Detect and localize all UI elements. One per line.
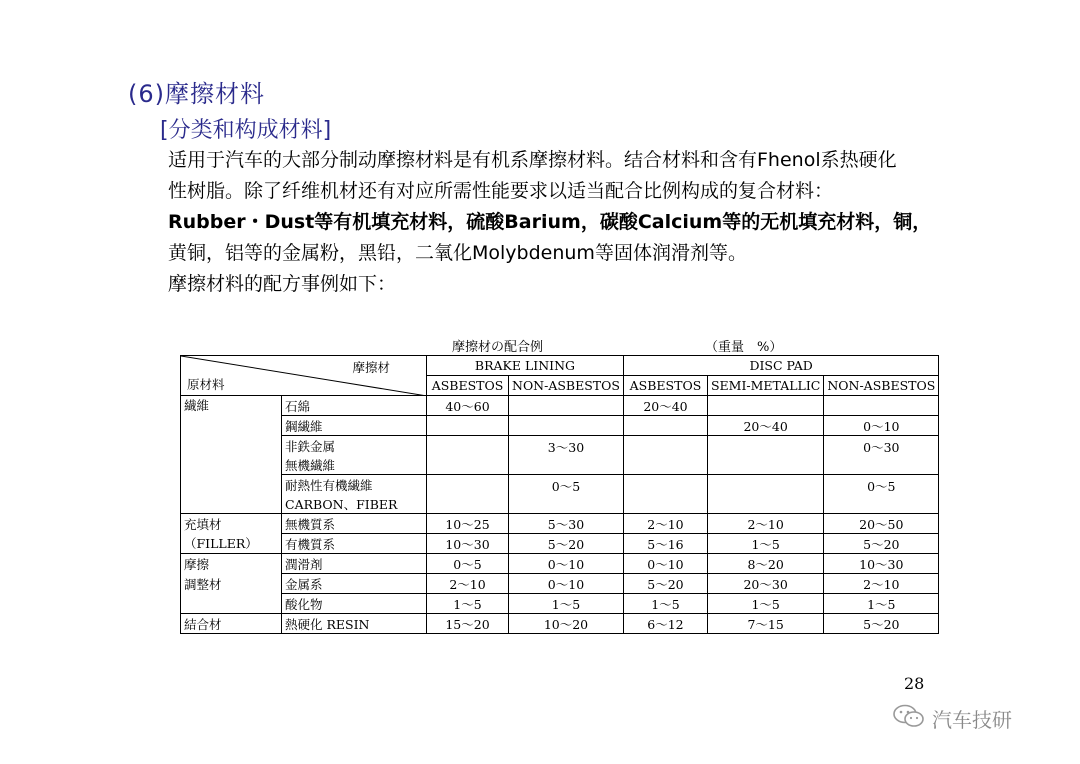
value-cell: 1～5 — [707, 534, 823, 554]
value-cell: 0～10 — [623, 554, 707, 574]
value-cell: 10～30 — [824, 554, 939, 574]
value-cell: 0～10 — [509, 554, 624, 574]
table-row — [181, 594, 939, 614]
value-cell: 0～10 — [824, 416, 939, 436]
value-cell: 1～5 — [427, 594, 509, 614]
value-cell: 2～10 — [707, 514, 823, 534]
table-row — [181, 416, 939, 436]
paragraph-line: 黄铜，铝等的金属粉，黑铅，二氧化Molybdenum等固体润滑剂等。 — [168, 242, 747, 264]
material-cell: 無機繊維 — [282, 455, 427, 475]
header-raw-material: 原材料 — [187, 377, 225, 392]
category-filler: 充填材 — [181, 514, 282, 534]
value-cell: 1～5 — [824, 594, 939, 614]
value-cell: 10～25 — [427, 514, 509, 534]
paragraph-line: 适用于汽车的大部分制动摩擦材料是有机系摩擦材料。结合材料和含有Fhenol系热硬化 — [168, 149, 897, 171]
value-cell: 2～10 — [427, 574, 509, 594]
value-cell: 5～20 — [824, 534, 939, 554]
material-cell: 無機質系 — [282, 514, 427, 534]
value-cell — [427, 416, 509, 436]
group-header-brake-lining: BRAKE LINING — [427, 356, 624, 376]
value-cell: 7～15 — [707, 614, 823, 634]
table-caption: 摩擦材の配合例 — [452, 340, 544, 355]
paragraph-line: Rubber・Dust等有机填充材料，硫酸Barium，碳酸Calcium等的无机填充材料，铜， — [168, 211, 932, 233]
watermark-text: 汽车技研 — [932, 708, 1012, 732]
table-unit: （重量 %） — [705, 340, 783, 355]
page-number: 28 — [904, 674, 925, 693]
value-cell — [824, 396, 939, 416]
table-row — [181, 436, 939, 456]
watermark — [892, 703, 1012, 734]
category-filler-en: （FILLER） — [181, 534, 282, 554]
value-cell: 0～30 — [824, 436, 939, 475]
material-cell: 金属系 — [282, 574, 427, 594]
formula-table — [180, 355, 939, 634]
material-cell: 非鉄金属 — [282, 436, 427, 456]
material-cell: 有機質系 — [282, 534, 427, 554]
paragraph-line: 性树脂。除了纤维机材还有对应所需性能要求以适当配合比例构成的复合材料： — [168, 180, 834, 202]
value-cell: 2～10 — [824, 574, 939, 594]
value-cell: 0～10 — [509, 574, 624, 594]
value-cell: 5～20 — [824, 614, 939, 634]
value-cell: 0～5 — [427, 554, 509, 574]
value-cell — [707, 436, 823, 475]
category-fiber: 繊維 — [181, 396, 282, 514]
material-cell: 酸化物 — [282, 594, 427, 614]
category-friction: 摩擦 — [181, 554, 282, 574]
column-header: ASBESTOS — [427, 376, 509, 396]
value-cell — [427, 475, 509, 514]
value-cell: 0～5 — [509, 475, 624, 514]
material-cell: 鋼繊維 — [282, 416, 427, 436]
table-row — [181, 554, 939, 574]
value-cell — [707, 475, 823, 514]
material-cell: 熱硬化 RESIN — [282, 614, 427, 634]
header-friction-material: 摩擦材 — [352, 360, 390, 375]
value-cell: 6～12 — [623, 614, 707, 634]
value-cell: 3～30 — [509, 436, 624, 475]
value-cell: 15～20 — [427, 614, 509, 634]
value-cell: 5～20 — [623, 574, 707, 594]
value-cell: 1～5 — [623, 594, 707, 614]
column-header: SEMI-METALLIC — [707, 376, 823, 396]
paragraph-line: 摩擦材料的配方事例如下： — [168, 273, 397, 295]
value-cell: 20～30 — [707, 574, 823, 594]
column-header: ASBESTOS — [623, 376, 707, 396]
value-cell — [623, 475, 707, 514]
value-cell: 8～20 — [707, 554, 823, 574]
table-row — [181, 614, 939, 634]
table-row — [181, 475, 939, 495]
category-binder: 結合材 — [181, 614, 282, 634]
value-cell: 0～5 — [824, 475, 939, 514]
group-header-disc-pad: DISC PAD — [623, 356, 938, 376]
table-row — [181, 534, 939, 554]
column-header: NON-ASBESTOS — [509, 376, 624, 396]
table-row — [181, 514, 939, 534]
category-empty — [181, 594, 282, 614]
section-title: (6)摩擦材料 — [128, 80, 265, 108]
table-row — [181, 574, 939, 594]
value-cell — [707, 396, 823, 416]
category-friction-2: 調整材 — [181, 574, 282, 594]
value-cell — [427, 436, 509, 475]
wechat-icon — [892, 703, 926, 734]
value-cell — [623, 436, 707, 475]
material-cell: 耐熱性有機繊維 — [282, 475, 427, 495]
value-cell — [509, 416, 624, 436]
subsection-title: [分类和构成材料] — [160, 118, 332, 143]
value-cell: 20～40 — [623, 396, 707, 416]
header-diagonal-cell — [181, 356, 427, 396]
value-cell: 5～20 — [509, 534, 624, 554]
table-row — [181, 396, 939, 416]
value-cell: 5～16 — [623, 534, 707, 554]
value-cell: 1～5 — [707, 594, 823, 614]
value-cell: 20～50 — [824, 514, 939, 534]
body-text — [168, 145, 968, 300]
value-cell: 2～10 — [623, 514, 707, 534]
material-cell: CARBON、FIBER — [282, 494, 427, 514]
value-cell: 10～20 — [509, 614, 624, 634]
value-cell — [509, 396, 624, 416]
value-cell: 5～30 — [509, 514, 624, 534]
material-cell: 石綿 — [282, 396, 427, 416]
value-cell: 40～60 — [427, 396, 509, 416]
value-cell: 1～5 — [509, 594, 624, 614]
material-cell: 潤滑剤 — [282, 554, 427, 574]
value-cell — [623, 416, 707, 436]
value-cell: 20～40 — [707, 416, 823, 436]
column-header: NON-ASBESTOS — [824, 376, 939, 396]
value-cell: 10～30 — [427, 534, 509, 554]
